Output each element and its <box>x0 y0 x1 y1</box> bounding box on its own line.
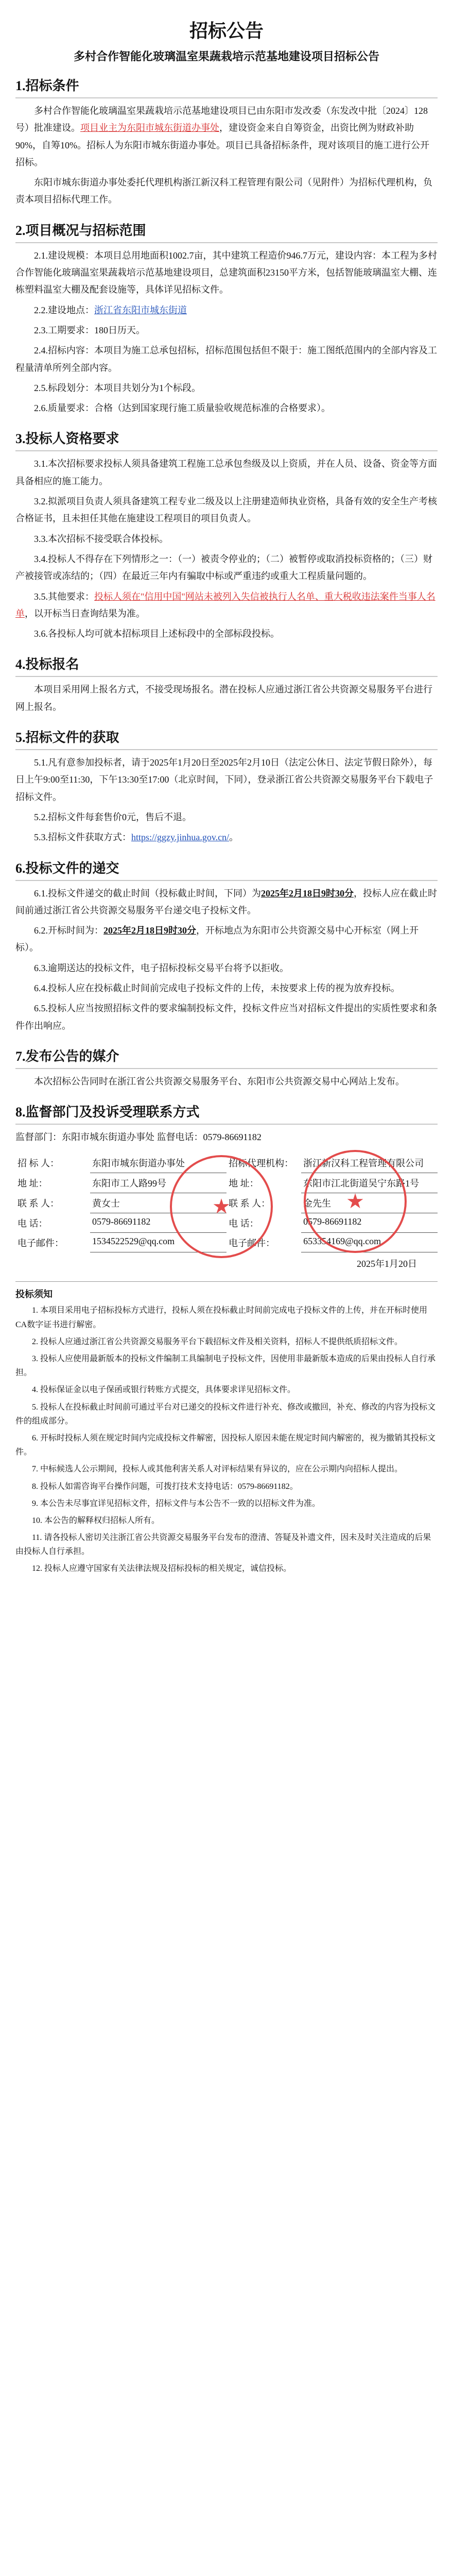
section-4-heading: 4.投标报名 <box>15 654 438 677</box>
contact-value: 金先生 <box>301 1193 438 1213</box>
official-seal <box>304 1150 407 1253</box>
contact-value: 东阳市城东街道办事处 <box>90 1153 226 1173</box>
s6-paragraph-3: 6.3.逾期送达的投标文件，电子招标投标交易平台将予以拒收。 <box>34 962 289 973</box>
contact-value: 0579-86691182 <box>301 1213 438 1233</box>
section-1-heading: 1.招标条件 <box>15 75 438 98</box>
s6-paragraph-2 <box>15 922 438 957</box>
contact-value: 1534522529@qq.com <box>90 1233 226 1252</box>
star-icon: ★ <box>212 1195 231 1218</box>
doc-subtitle: 多村合作智能化玻璃温室果蔬栽培示范基地建设项目招标公告 <box>73 50 379 63</box>
contact-value: 0579-86691182 <box>90 1213 226 1233</box>
contact-value: 653354169@qq.com <box>301 1233 438 1252</box>
contact-label: 联 系 人： <box>229 1198 271 1209</box>
s6-paragraph-1 <box>15 885 438 920</box>
contact-label: 地 址： <box>18 1178 48 1189</box>
note-item: 6. 开标时投标人须在规定时间内完成投标文件解密，因投标人原因未能在规定时间内解密的，视为撤销其投标文件。 <box>15 1433 436 1457</box>
note-item: 8. 投标人如需咨询平台操作问题，可拨打技术支持电话：0579-86691182。 <box>32 1482 298 1491</box>
contact-label: 招 标 人： <box>18 1158 59 1169</box>
note-item: 2. 投标人应通过浙江省公共资源交易服务平台下载招标文件及相关资料，招标人不提供纸质招标文件。 <box>32 1337 403 1346</box>
notes-heading: 投标须知 <box>15 1289 53 1300</box>
s3-paragraph-5 <box>15 588 438 623</box>
official-seal <box>170 1155 273 1258</box>
note-item: 11. 请各投标人密切关注浙江省公共资源交易服务平台发布的澄清、答疑及补遗文件，因未及时关注造成的后果由投标人自行承担。 <box>15 1533 431 1556</box>
section-3-heading: 3.投标人资格要求 <box>15 428 438 451</box>
platform-link[interactable]: https://ggzy.jinhua.gov.cn/ <box>131 832 230 843</box>
s1-p1-cont: ，建设资金来自自筹资金，出资比例为财政补助90%，自筹10%。招标人为东阳市城东街道办事处。项目已具备招标条件，现对该项目的施工进行公开招标。 <box>15 123 429 167</box>
divider <box>15 1281 438 1282</box>
contact-value: 黄女士 <box>90 1193 226 1213</box>
contact-label: 招标代理机构： <box>229 1158 294 1169</box>
s7-paragraph-1: 本次招标公告同时在浙江省公共资源交易服务平台、东阳市公共资源交易中心网站上发布。 <box>34 1076 405 1087</box>
note-item: 12. 投标人应遵守国家有关法律法规及招标投标的相关规定，诚信投标。 <box>32 1564 292 1573</box>
s6-p1-deadline: 2025年2月18日9时30分 <box>261 888 354 899</box>
s5-p3-label: 5.3.招标文件获取方式： <box>34 832 131 843</box>
note-item: 3. 投标人应使用最新版本的投标文件编制工具编制电子投标文件，因使用非最新版本造成的后果由投标人自行承担。 <box>15 1354 436 1378</box>
s3-paragraph-6: 3.6.各投标人均可就本招标项目上述标段中的全部标段投标。 <box>34 629 280 639</box>
announcement-date: 2025年1月20日 <box>357 1259 417 1269</box>
contact-label: 电 话： <box>18 1218 48 1229</box>
s2-p2-location: 浙江省东阳市城东街道 <box>94 304 187 315</box>
announcement-page <box>15 0 438 1600</box>
note-item: 7. 中标候选人公示期间，投标人或其他利害关系人对评标结果有异议的，应在公示期内向招标人提出。 <box>32 1465 403 1474</box>
section-8-heading: 8.监督部门及投诉受理联系方式 <box>15 1101 438 1125</box>
s3-paragraph-2: 3.2.拟派项目负责人须具备建筑工程专业二级及以上注册建造师执业资格，具备有效的安全生产考核合格证书，且未担任其他在施建设工程项目的项目负责人。 <box>15 496 437 524</box>
s3-p5-label: 3.5.其他要求： <box>34 591 94 602</box>
contact-label: 电子邮件： <box>229 1238 275 1248</box>
contact-value: 东阳市江北街道吴宁东路1号 <box>301 1173 438 1193</box>
s1-p1-text: 多村合作智能化玻璃温室果蔬栽培示范基地建设项目已由东阳市发改委（东发改中批〔2024〕128号）批准建设。 <box>15 106 428 133</box>
s3-p5-cont: ，以开标当日查询结果为准。 <box>25 608 145 619</box>
section-2-heading: 2.项目概况与招标范围 <box>15 220 438 243</box>
star-icon: ★ <box>346 1190 364 1213</box>
s2-p2-label: 2.2.建设地点： <box>34 304 94 315</box>
s2-paragraph-5: 2.5.标段划分：本项目共划分为1个标段。 <box>34 382 201 393</box>
contact-label: 联 系 人： <box>18 1198 59 1209</box>
note-item: 10. 本公告的解释权归招标人所有。 <box>32 1516 160 1525</box>
note-item: 1. 本项目采用电子招标投标方式进行，投标人须在投标截止时间前完成电子投标文件的上传，并在开标时使用CA数字证书进行解密。 <box>15 1306 428 1329</box>
s2-paragraph-2 <box>15 302 438 319</box>
section-6-heading: 6.投标文件的递交 <box>15 858 438 881</box>
s2-paragraph-4: 2.4.招标内容：本项目为施工总承包招标，招标范围包括但不限于：施工图纸范围内的全部内容及工程量清单所列全部内容。 <box>15 345 437 373</box>
s5-paragraph-1: 5.1.凡有意参加投标者，请于2025年1月20日至2025年2月10日（法定公休日、法定节假日除外），每日上午9:00至11:30，下午13:30至17:00（北京时间，下同），登录浙江省公共资源交易服务平台下载电子招标文件。 <box>15 757 433 802</box>
s6-paragraph-5: 6.5.投标人应当按照招标文件的要求编制投标文件，投标文件应当对招标文件提出的实质性要求和条件作出响应。 <box>15 1003 437 1031</box>
s6-p2-opening-time: 2025年2月18日9时30分 <box>103 925 196 936</box>
s6-p2-text: 6.2.开标时间为： <box>34 925 103 936</box>
signature-block <box>15 1153 438 1252</box>
s6-paragraph-4: 6.4.投标人应在投标截止时间前完成电子投标文件的上传，未按要求上传的视为放弃投标。 <box>34 982 400 993</box>
note-item: 5. 投标人在投标截止时间前可通过平台对已递交的投标文件进行补充、修改或撤回，补充、修改的内容为投标文件的组成部分。 <box>15 1402 436 1426</box>
s1-paragraph-2: 东阳市城东街道办事处委托代理机构浙江新汉科工程管理有限公司（见附件）为招标代理机构，负责本项目招标代理工作。 <box>15 177 432 205</box>
doc-title: 招标公告 <box>189 21 264 41</box>
note-item: 4. 投标保证金以电子保函或银行转账方式提交，具体要求详见招标文件。 <box>32 1385 296 1395</box>
s6-p1-cont: ，投标人应在截止时间前通过浙江省公共资源交易服务平台递交电子投标文件。 <box>15 888 437 916</box>
contact-value: 浙江新汉科工程管理有限公司 <box>301 1153 438 1173</box>
s3-p5-highlight: 投标人须在"信用中国"网站未被列入失信被执行人名单、重大税收违法案件当事人名单 <box>15 591 435 619</box>
s2-paragraph-1: 2.1.建设规模：本项目总用地面积1002.7亩，其中建筑工程造价946.7万元，建设内容：本工程为多村合作智能化玻璃温室果蔬栽培示范基地建设项目，总建筑面积23150平方米，包括智能玻璃温室大棚、连栋塑料温室大棚及配套设施等，具体详见招标文件。 <box>15 250 437 295</box>
s6-p1-text: 6.1.投标文件递交的截止时间（投标截止时间，下同）为 <box>34 888 261 899</box>
s3-paragraph-3: 3.3.本次招标不接受联合体投标。 <box>34 533 168 544</box>
contact-label: 地 址： <box>229 1178 259 1189</box>
s3-paragraph-1: 3.1.本次招标要求投标人须具备建筑工程施工总承包叁级及以上资质，并在人员、设备、资金等方面具备相应的施工能力。 <box>15 459 437 486</box>
s2-paragraph-6: 2.6.质量要求：合格（达到国家现行施工质量验收规范标准的合格要求）。 <box>34 403 330 414</box>
contact-value: 东阳市工人路99号 <box>90 1173 226 1193</box>
section-5-heading: 5.招标文件的获取 <box>15 727 438 750</box>
s5-paragraph-3 <box>15 829 438 846</box>
s5-paragraph-2: 5.2.招标文件每套售价0元，售后不退。 <box>34 811 191 822</box>
s1-p1-highlight: 项目业主为东阳市城东街道办事处 <box>80 123 219 133</box>
s2-paragraph-3: 2.3.工期要求：180日历天。 <box>34 325 145 335</box>
s1-paragraph-1 <box>15 103 438 171</box>
s4-paragraph-1: 本项目采用网上报名方式，不接受现场报名。潜在投标人应通过浙江省公共资源交易服务平台进行网上报名。 <box>15 684 432 712</box>
s5-p3-cont: 。 <box>229 832 239 843</box>
s6-p2-cont: ，开标地点为东阳市公共资源交易中心开标室（网上开标）。 <box>15 925 419 953</box>
s3-paragraph-4: 3.4.投标人不得存在下列情形之一：（一）被责令停业的；（二）被暂停或取消投标资格的；（三）财产被接管或冻结的；（四）在最近三年内有骗取中标或严重违约或重大工程质量问题的。 <box>15 553 432 582</box>
note-item: 9. 本公告未尽事宜详见招标文件，招标文件与本公告不一致的以招标文件为准。 <box>32 1499 321 1508</box>
contact-label: 电子邮件： <box>18 1238 64 1248</box>
contact-label: 电 话： <box>229 1218 259 1229</box>
notes-block <box>15 1287 438 1575</box>
section-7-heading: 7.发布公告的媒介 <box>15 1046 438 1069</box>
s8-paragraph-1: 监督部门：东阳市城东街道办事处 监督电话：0579-86691182 <box>15 1132 262 1143</box>
